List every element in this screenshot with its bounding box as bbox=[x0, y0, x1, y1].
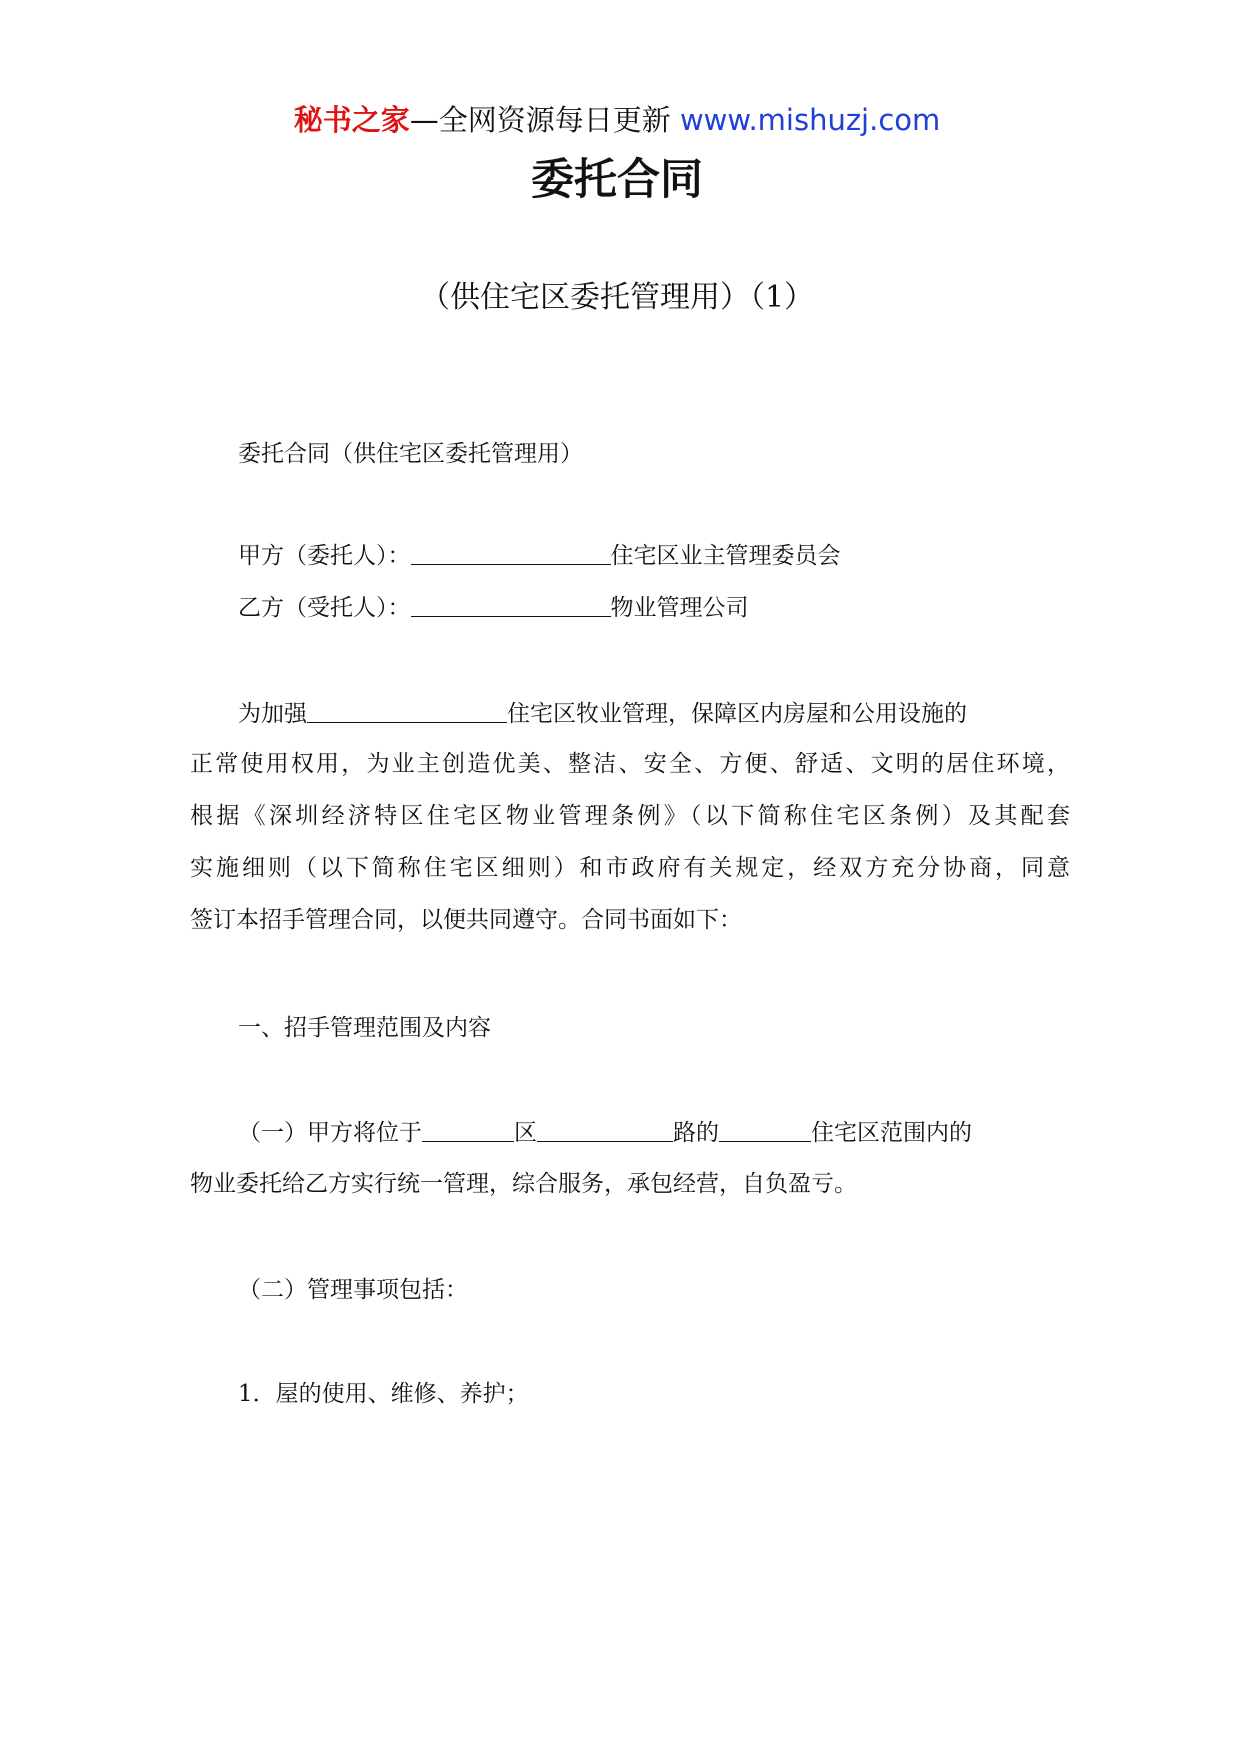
site-header bbox=[0, 100, 1234, 140]
party-b-line bbox=[238, 590, 1070, 626]
party-b-label: 乙方（受托人）： bbox=[238, 595, 411, 621]
list-item-1: 1．屋的使用、维修、养护； bbox=[238, 1381, 529, 1407]
header-tagline: 全网资源每日更新 bbox=[438, 103, 671, 137]
para1-prefix: 为加强 bbox=[238, 701, 307, 727]
party-a-label: 甲方（委托人）： bbox=[238, 543, 411, 569]
para1-line4: 实施细则（以下简称住宅区细则）和市政府有关规定，经双方充分协商，同意 bbox=[190, 855, 1070, 881]
party-b-suffix: 物业管理公司 bbox=[610, 595, 749, 621]
party-b-blank bbox=[411, 594, 611, 617]
item1-district-blank bbox=[422, 1119, 514, 1142]
intro-title: 委托合同（供住宅区委托管理用） bbox=[238, 441, 583, 467]
brand-name: 秘书之家 bbox=[293, 103, 410, 137]
item1-prefix: （一）甲方将位于 bbox=[238, 1120, 422, 1146]
document-subtitle: （供住宅区委托管理用）（1） bbox=[419, 280, 815, 315]
para1-line5: 签订本招手管理合同，以便共同遵守。合同书面如下： bbox=[190, 907, 742, 933]
para1-blank bbox=[307, 700, 507, 723]
para1-line1 bbox=[238, 696, 1070, 732]
para1-line2: 正常使用权用，为业主创造优美、整洁、安全、方便、舒适、文明的居住环境， bbox=[190, 751, 1070, 777]
item2-heading: （二）管理事项包括： bbox=[238, 1277, 468, 1303]
header-separator: — bbox=[409, 103, 439, 137]
document-title: 委托合同 bbox=[531, 155, 703, 205]
item1-line2: 物业委托给乙方实行统一管理，综合服务，承包经营，自负盈亏。 bbox=[190, 1171, 857, 1197]
para1-line3: 根据《深圳经济特区住宅区物业管理条例》（以下简称住宅区条例）及其配套 bbox=[190, 803, 1070, 829]
section1-heading: 一、招手管理范围及内容 bbox=[238, 1015, 491, 1041]
item1-road-blank bbox=[537, 1119, 673, 1142]
party-a-suffix: 住宅区业主管理委员会 bbox=[610, 543, 841, 569]
party-a-line bbox=[238, 538, 1070, 574]
item1-suffix: 住宅区范围内的 bbox=[811, 1120, 972, 1146]
item1-district: 区 bbox=[514, 1120, 537, 1146]
item1-line1 bbox=[238, 1115, 1070, 1151]
item1-estate-blank bbox=[719, 1119, 811, 1142]
site-url-link[interactable]: www.mishuzj.com bbox=[679, 103, 941, 137]
item1-road: 路的 bbox=[673, 1120, 719, 1146]
party-a-blank bbox=[411, 542, 611, 565]
para1-line1-rest: 住宅区牧业管理，保障区内房屋和公用设施的 bbox=[507, 701, 967, 727]
